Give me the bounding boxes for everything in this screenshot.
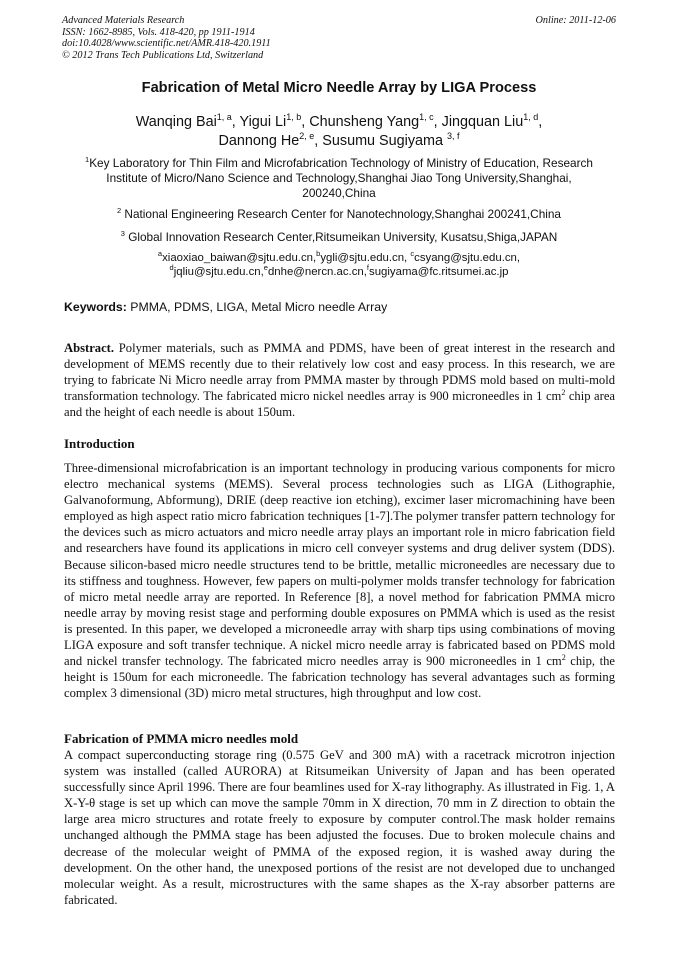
author-emails: $^a$xiaoxiao_baiwan@sjtu.edu.cn,$^b$ygli@sjtu.edu.cn, $^c$csyang@sjtu.edu.cn, $^d$jqliu@sjtu.edu.cn,$^e$dnhe@nercn.ac.cn,$^f$sugiyama@fc.ritsumei.ac.jp: [157, 249, 521, 278]
section-heading-fabrication: Fabrication of PMMA micro needles mold: [64, 731, 299, 746]
keywords: [64, 300, 624, 314]
journal-doi: doi:10.4028/www.scientific.net/AMR.418-420.1911: [62, 38, 271, 50]
journal-copyright: © 2012 Trans Tech Publications Ltd, Switzerland: [62, 49, 264, 61]
author: Yigui Li$^{1, b}$,: [239, 112, 310, 130]
abstract: Abstract. Polymer materials, such as PMMA and PDMS, have been of great interest in the research and development of MEMS recently due to their relatively low cost and easy process. In this research, we are trying to fabricate Ni Micro needle array from PMMA master by through PDMS mold based on multi-mold transformation technology. The fabricated micro nickel needles array is 900 microneedles in 1 $cm^2$ chip area and the height of each needle is about 150um.: [64, 341, 615, 420]
abstract-label: Abstract.: [64, 341, 115, 355]
journal-name: Advanced Materials Research: [62, 15, 185, 26]
fabrication-body: A compact superconducting storage ring (0.575 GeV and 300 mA) with a racetrack microtron injection system was installed (called AURORA) at Ritsumeikan University of Japan and has been operated successfully since April 1996. There are four beamlines used for X-ray lithography. As illustrated in Fig. 1, A X-Y-θ stage is set up which can move the sample 70mm in X direction, 70 mm in Z direction to obtain the large area micro structures and rotate freely to exposure by computer control.The mask holder remains unchanged although the PMMA stage has been adjusted the focuses. Due to broken molecule chains and decrease of the molecular weight of PMMA of the exposed region, it is washed away during the development. On the other hand, the unexposed portions of the resist are not developed due to unchanged molecular weight. As a result, microstructures with the same shapes as the X-ray absorber patterns are fabricated.: [64, 748, 615, 907]
author: Wanqing Bai$^{1, a}$,: [135, 112, 240, 130]
author-list: [40, 113, 638, 151]
email-link[interactable]: xiaoxiao_baiwan@sjtu.edu.cn,: [162, 252, 317, 264]
author: Jingquan Liu$^{1, d}$,: [441, 112, 543, 130]
email-link[interactable]: sugiyama@fc.ritsumei.ac.jp: [369, 266, 509, 278]
author: Susumu Sugiyama $^{3, f}$: [322, 131, 460, 149]
journal-header: [62, 15, 616, 61]
email-link[interactable]: dnhe@nercn.ac.cn,: [267, 266, 367, 278]
email-link[interactable]: jqliu@sjtu.edu.cn,: [173, 266, 264, 278]
introduction-body: Three-dimensional microfabrication is an important technology in producing various components for micro electro mechanical systems (MEMS). Several process technologies such as LIGA (Lithographie, Galvanoformung, Abformung), DRIE (deep reactive ion etching), excimer laser micromachining have been employed as high aspect ratio micro fabrication techniques [1-7].The polymer transfer pattern technology for the devices such as micro actuators and micro needle array plays an important role in micro fabrication field and researchers have found its applications in micro cell conveyer systems and drug deliver system (DDS). Because silicon-based micro needle structures tend to be brittle, metallic microneedles are necessary due to its stiffness and toughness. However, few papers on multi-polymer molds transfer technology for fabrication of micro metal needle array are reported. In Reference [8], a novel method for fabrication PMMA micro needle array by moving resist stage and performing double exposures on PMMA which is used as the resist is presented. In this paper, we developed a microneedle array with sharp tips using combinations of moving LIGA exposure and soft transfer technique. A nickel micro needle array is fabricated based on PDMS mold and nickel transfer technology. The fabricated micro needles array is 900 microneedles in 1 $cm^2$ chip, the height is 150um for each microneedle. The fabrication technology has several advantages such as forming complex 3 dimensional (3D) micro metal structures, high throughput and low cost.: [64, 461, 615, 701]
author: Dannong He$^{2, e}$,: [218, 131, 323, 149]
email-link[interactable]: ygli@sjtu.edu.cn,: [320, 252, 411, 264]
affiliation-3: $^3$ Global Innovation Research Center,Ritsumeikan University, Kusatsu,Shiga,JAPAN: [120, 229, 558, 244]
affiliation-1: $^1$Key Laboratory for Thin Film and Microfabrication Technology of Ministry of Education, Research Institute of Micro/Nano Science and Technology,Shanghai Jiao Tong University,Shanghai, 200240,China: [85, 155, 593, 200]
section-heading-introduction: Introduction: [64, 436, 135, 451]
online-date: Online: 2011-12-06: [535, 15, 616, 26]
paper-title: Fabrication of Metal Micro Needle Array by LIGA Process: [141, 80, 537, 96]
keywords-label: Keywords:: [64, 300, 127, 314]
keywords-text: PMMA, PDMS, LIGA, Metal Micro needle Array: [126, 300, 388, 314]
author: Chunsheng Yang$^{1, c}$,: [309, 112, 442, 130]
journal-issn: ISSN: 1662-8985, Vols. 418-420, pp 1911-1914: [62, 26, 255, 38]
email-link[interactable]: csyang@sjtu.edu.cn,: [414, 252, 521, 264]
affiliation-2: $^2$ National Engineering Research Center for Nanotechnology,Shanghai 200241,China: [116, 206, 561, 221]
